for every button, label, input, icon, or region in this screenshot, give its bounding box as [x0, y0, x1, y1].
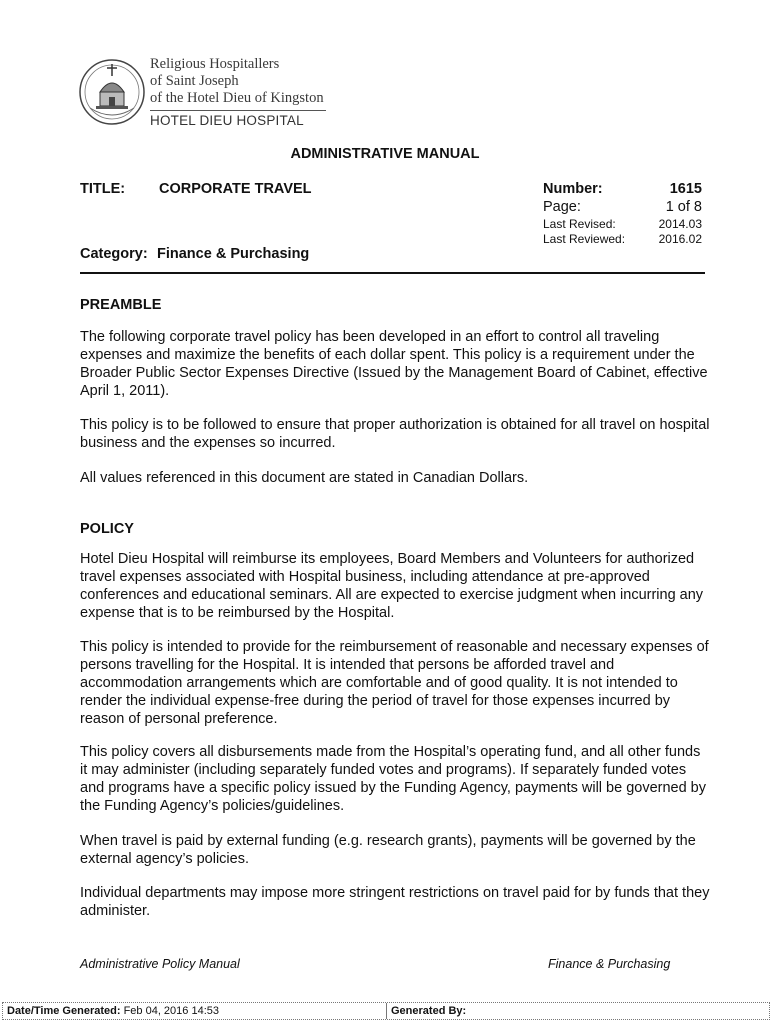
document-title: ADMINISTRATIVE MANUAL	[290, 146, 480, 162]
logo-line-3: of the Hotel Dieu of Kingston	[150, 90, 324, 106]
preamble-paragraph-1	[80, 328, 710, 400]
category-value: Finance & Purchasing	[157, 246, 310, 262]
policy-text-5: Individual departments may impose more stringent restrictions on travel paid for by funds that they administer.	[80, 885, 710, 919]
policy-text-3: This policy covers all disbursements made from the Hospital’s operating fund, and all other funds it may administer (including separately funded votes and programs). If separately funded votes and programs have a specific policy issued by the Funding Agency, payments will be governed by the Funding Agency’s policies/guidelines.	[80, 744, 706, 814]
generated-datetime	[7, 1005, 219, 1017]
last-revised-value: 2014.03	[658, 217, 702, 231]
preamble-text-2: This policy is to be followed to ensure that proper authorization is obtained for all travel on hospital business and the expenses so incurred.	[80, 417, 710, 451]
hospital-seal-icon	[78, 58, 146, 126]
generated-info-bar	[2, 1002, 770, 1020]
title-label: TITLE:	[80, 181, 126, 197]
policy-paragraph-3	[80, 743, 710, 815]
generated-datetime-value: Feb 04, 2016 14:53	[123, 1005, 219, 1017]
policy-paragraph-4	[80, 832, 710, 868]
logo-line-2: of Saint Joseph	[150, 73, 239, 89]
number-value: 1615	[669, 181, 702, 197]
page-value: 1 of 8	[665, 199, 702, 215]
logo-hotel-name: HOTEL DIEU HOSPITAL	[150, 113, 304, 128]
generated-by-label: Generated By:	[391, 1005, 467, 1017]
policy-text-4: When travel is paid by external funding (e.g. research grants), payments will be governed by the external agency’s policies.	[80, 833, 696, 867]
page-label: Page:	[543, 199, 581, 215]
preamble-text-1: The following corporate travel policy has been developed in an effort to control all traveling expenses and maximize the benefits of each dollar spent. This policy is a requirement under the Broader Public Sector Expenses Directive (Issued by the Management Board of Cabinet, effective April 1, 2011).	[80, 329, 708, 399]
preamble-text-3: All values referenced in this document are stated in Canadian Dollars.	[80, 470, 529, 486]
policy-text-1: Hotel Dieu Hospital will reimburse its employees, Board Members and Volunteers for authorized travel expenses associated with Hospital business, including attendance at pre-approved conferences and educational seminars. All are expected to exercise judgment when incurring any expense that is to be reimbursed by the Hospital.	[80, 551, 704, 621]
logo-wordmark	[150, 56, 324, 107]
policy-text-2: This policy is intended to provide for the reimbursement of reasonable and necessary expenses of persons travelling for the Hospital. It is intended that persons be afforded travel and accommodation arrangements which are comfortable and of good quality. It is not intended to render the individual expense-free during the period of travel for those expenses incurred by reason of personal preference.	[80, 639, 709, 727]
last-reviewed-label: Last Reviewed:	[543, 232, 626, 246]
policy-paragraph-1	[80, 550, 710, 622]
generated-datetime-label: Date/Time Generated:	[7, 1005, 121, 1017]
policy-paragraph-2	[80, 638, 710, 728]
number-label: Number:	[543, 181, 603, 197]
preamble-paragraph-2	[80, 416, 710, 452]
title-value: CORPORATE TRAVEL	[159, 181, 312, 197]
category-label: Category:	[80, 246, 148, 262]
preamble-heading: PREAMBLE	[80, 297, 162, 313]
last-reviewed-value: 2016.02	[658, 232, 702, 246]
logo-divider	[150, 110, 326, 111]
footer-manual-name: Administrative Policy Manual	[80, 957, 240, 971]
generated-separator	[386, 1003, 387, 1019]
hospital-logo	[78, 56, 348, 132]
preamble-paragraph-3	[80, 469, 710, 487]
generated-by	[391, 1005, 466, 1017]
policy-paragraph-5	[80, 884, 710, 920]
policy-heading: POLICY	[80, 521, 134, 537]
footer-category: Finance & Purchasing	[548, 957, 671, 971]
header-divider	[80, 272, 705, 274]
last-revised-label: Last Revised:	[543, 217, 616, 231]
logo-line-1: Religious Hospitallers	[150, 56, 280, 72]
